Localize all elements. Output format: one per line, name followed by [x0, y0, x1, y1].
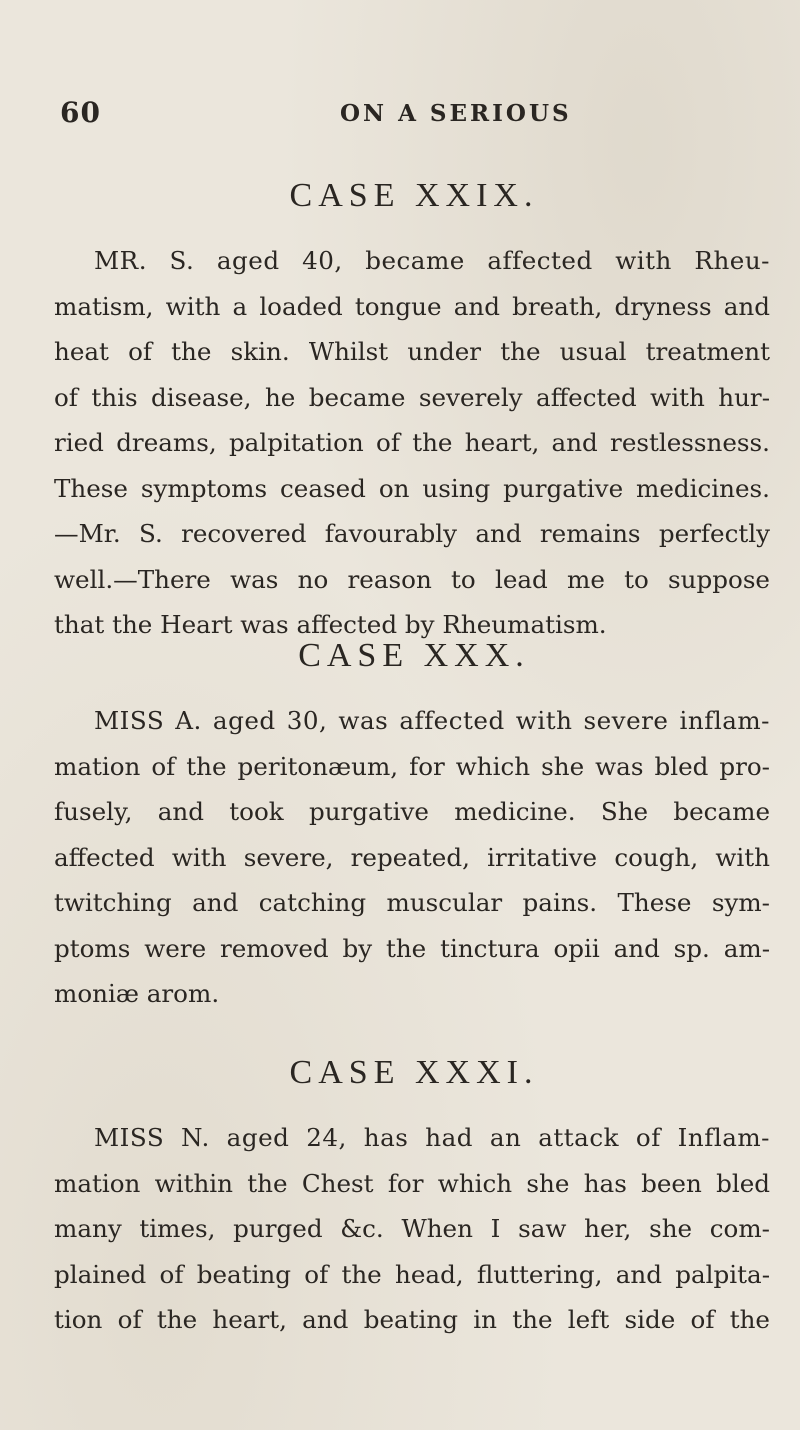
- case-section-30: [54, 636, 770, 1017]
- running-title: ON A SERIOUS: [340, 100, 572, 127]
- text-line: twitching and catching muscular pains. These sym-: [54, 888, 770, 917]
- case-section-29: [54, 176, 770, 648]
- case-paragraph: [54, 698, 770, 1017]
- text-line: ried dreams, palpitation of the heart, and restlessness.: [54, 428, 770, 457]
- case-paragraph: [54, 238, 770, 648]
- text-line: ptoms were removed by the tinctura opii and sp. am-: [54, 933, 770, 963]
- text-line: tion of the heart, and beating in the left side of the: [54, 1305, 770, 1334]
- text-line: that the Heart was affected by Rheumatism.: [54, 610, 607, 639]
- text-line: —Mr. S. recovered favourably and remains perfectly: [54, 519, 770, 548]
- text-line: moniæ arom.: [54, 979, 220, 1008]
- case-paragraph: [54, 1115, 770, 1343]
- text-line: MR. S. aged 40, became affected with Rheu-: [94, 246, 770, 275]
- case-heading: CASE XXX.: [298, 637, 530, 674]
- text-line: MISS A. aged 30, was affected with severe inflam-: [94, 706, 770, 735]
- text-line: heat of the skin. Whilst under the usual treatment: [54, 337, 770, 366]
- text-line: mation of the peritonæum, for which she was bled pro-: [54, 751, 770, 781]
- text-line: MISS N. aged 24, has had an attack of Inflam-: [94, 1123, 770, 1152]
- case-section-31: [54, 1053, 770, 1343]
- case-heading: CASE XXIX.: [289, 177, 539, 214]
- text-line: These symptoms ceased on using purgative medicines.: [54, 473, 770, 503]
- text-line: of this disease, he became severely affected with hur-: [54, 382, 770, 412]
- text-line: well.—There was no reason to lead me to suppose: [54, 564, 770, 594]
- running-head: [60, 96, 772, 136]
- text-line: mation within the Chest for which she has been bled: [54, 1168, 770, 1198]
- text-line: matism, with a loaded tongue and breath, dryness and: [54, 291, 770, 321]
- text-line: plained of beating of the head, fluttering, and palpita-: [54, 1259, 770, 1289]
- text-line: many times, purged &c. When I saw her, she com-: [54, 1214, 770, 1243]
- text-line: affected with severe, repeated, irritative cough, with: [54, 842, 770, 872]
- text-line: fusely, and took purgative medicine. She became: [54, 797, 770, 826]
- page-number: 60: [60, 96, 101, 129]
- case-heading: CASE XXXI.: [289, 1054, 539, 1091]
